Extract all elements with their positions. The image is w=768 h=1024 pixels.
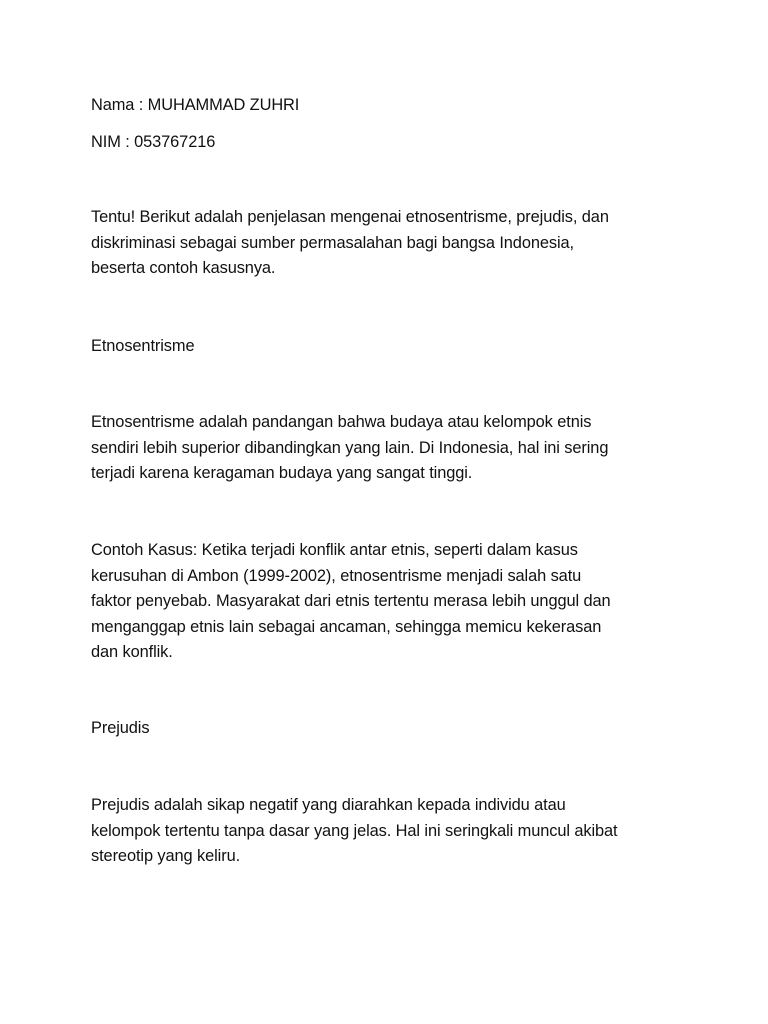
contoh-kasus-paragraph	[91, 538, 691, 666]
intro-line: diskriminasi sebagai sumber permasalahan bagi bangsa Indonesia,	[91, 233, 574, 252]
name-text: Nama : MUHAMMAD ZUHRI	[91, 96, 300, 114]
heading-text: Etnosentrisme	[91, 337, 195, 355]
paragraph-line: kerusuhan di Ambon (1999-2002), etnosentrisme menjadi salah satu	[91, 566, 582, 585]
nim-text: NIM : 053767216	[91, 133, 216, 151]
paragraph-line: sendiri lebih superior dibandingkan yang lain. Di Indonesia, hal ini sering	[91, 438, 609, 457]
paragraph-line: Etnosentrisme adalah pandangan bahwa budaya atau kelompok etnis	[91, 413, 592, 431]
student-nim	[91, 130, 691, 156]
intro-paragraph	[91, 205, 691, 282]
paragraph-line: menganggap etnis lain sebagai ancaman, sehingga memicu kekerasan	[91, 617, 602, 636]
paragraph-line: stereotip yang keliru.	[91, 847, 241, 866]
paragraph-line: kelompok tertentu tanpa dasar yang jelas. Hal ini seringkali muncul akibat	[91, 821, 618, 840]
paragraph-line: faktor penyebab. Masyarakat dari etnis tertentu merasa lebih unggul dan	[91, 592, 611, 611]
intro-line: beserta contoh kasusnya.	[91, 259, 276, 278]
paragraph-line: dan konflik.	[91, 643, 173, 662]
intro-line: Tentu! Berikut adalah penjelasan mengenai etnosentrisme, prejudis, dan	[91, 208, 609, 226]
etnosentrisme-paragraph	[91, 410, 691, 487]
heading-etnosentrisme	[91, 334, 691, 360]
heading-prejudis	[91, 716, 691, 742]
paragraph-line: Contoh Kasus: Ketika terjadi konflik antar etnis, seperti dalam kasus	[91, 541, 578, 559]
paragraph-line: terjadi karena keragaman budaya yang sangat tinggi.	[91, 464, 473, 483]
student-name	[91, 93, 691, 119]
prejudis-paragraph	[91, 793, 691, 870]
heading-text: Prejudis	[91, 719, 150, 737]
paragraph-line: Prejudis adalah sikap negatif yang diarahkan kepada individu atau	[91, 796, 566, 814]
